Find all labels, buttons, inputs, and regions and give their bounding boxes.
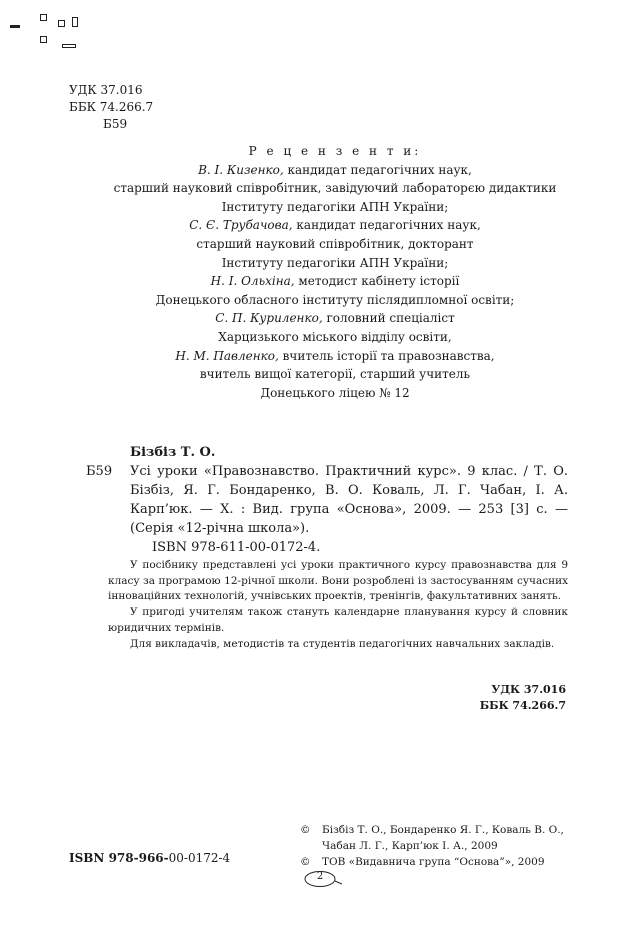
reviewer-name: Н. І. Ольхіна, bbox=[210, 274, 295, 289]
reviewer-line: старший науковий співробітник, докторант bbox=[196, 236, 474, 251]
catalog-description: Усі уроки «Правознавство. Практичний курс». 9 клас. / Т. О. Бізбіз, Я. Г. Бондаренко, В. О. Коваль, Л. Г. Чабан, І. А. Карп’юк. — Х. : Вид. група «Основа», 2009. — 253 [3] с. — (Серія «12-річна школа»). bbox=[130, 464, 568, 536]
reviewer-line: В. І. Кизенко, кандидат педагогічних наук, bbox=[198, 162, 472, 177]
copyright-line: © ТОВ «Видавнича група “Основа”», 2009 bbox=[300, 856, 545, 868]
bbk-code: ББК 74.266.7 bbox=[69, 100, 154, 114]
udk-code: УДК 37.016 bbox=[69, 83, 143, 97]
isbn-number: ISBN 978-966-00-0172-4 bbox=[69, 851, 231, 865]
annotation-paragraph: У пригоді учителям також стануть календарне планування курсу й словник юридичних термінів. bbox=[108, 606, 568, 634]
annotation bbox=[108, 558, 568, 652]
reviewer-line: Донецького обласного інституту післядипломної освіти; bbox=[155, 292, 515, 307]
print-mark-square bbox=[58, 20, 65, 27]
copyright-block bbox=[300, 822, 564, 870]
reviewer-line: Харцизького міського відділу освіти, bbox=[218, 329, 452, 344]
reviewer-line: Інституту педагогіки АПН України; bbox=[221, 255, 449, 270]
copyright-icon: © bbox=[300, 824, 311, 836]
catalog-code: Б59 bbox=[86, 464, 113, 479]
annotation-paragraph: У посібнику представлені усі уроки практичного курсу правознавства для 9 класу за програмою 12-річної школи. Вони розроблені із застосуванням сучасних інноваційних технологій, учнівських проектів, тренінгів, факультативних занять. bbox=[108, 559, 568, 603]
print-mark-bar bbox=[62, 44, 76, 48]
udk-code-bottom: УДК 37.016 bbox=[491, 683, 566, 696]
reviewer-line: Н. М. Павленко, вчитель історії та правознавства, bbox=[175, 348, 495, 363]
page-number: 2 bbox=[302, 870, 342, 888]
copyright-icon: © bbox=[300, 856, 311, 868]
classification-codes-bottom bbox=[480, 682, 566, 714]
reviewer-line: старший науковий співробітник, завідуючий лабораторєю дидактики bbox=[113, 181, 557, 196]
print-mark-rect bbox=[72, 17, 78, 27]
catalog-description-row bbox=[86, 462, 568, 538]
reviewer-line: С. П. Куриленко, головний спеціаліст bbox=[215, 311, 455, 326]
print-mark-square bbox=[40, 14, 47, 21]
reviewer-name: Н. М. Павленко, bbox=[175, 348, 279, 363]
reviewer-name: С. Є. Трубачова, bbox=[189, 218, 293, 233]
print-mark-square bbox=[40, 36, 47, 43]
copyright-line: © Бізбіз Т. О., Бондаренко Я. Г., Коваль В. О., bbox=[300, 824, 564, 836]
print-mark-dash bbox=[10, 25, 20, 28]
reviewers-block bbox=[60, 142, 610, 402]
reviewer-line: Інституту педагогіки АПН України; bbox=[221, 199, 449, 214]
bbk-code-bottom: ББК 74.266.7 bbox=[479, 699, 566, 712]
reviewer-line: вчитель вищої категорії, старший учитель bbox=[199, 367, 471, 382]
reviewer-line: С. Є. Трубачова, кандидат педагогічних наук, bbox=[189, 218, 481, 233]
copyright-line-continued: Чабан Л. Г., Карп’юк І. А., 2009 bbox=[322, 840, 498, 852]
reviewer-name: В. І. Кизенко, bbox=[198, 162, 284, 177]
author-sign-code: Б59 bbox=[103, 117, 128, 131]
catalog-author: Бізбіз Т. О. bbox=[130, 445, 216, 460]
reviewers-heading: Р е ц е н з е н т и: bbox=[248, 144, 422, 158]
reviewer-line: Н. І. Ольхіна, методист кабінету історії bbox=[210, 274, 460, 289]
reviewer-line: Донецького ліцею № 12 bbox=[260, 385, 410, 400]
annotation-paragraph: Для викладачів, методистів та студентів педагогічних навчальних закладів. bbox=[130, 637, 555, 650]
catalog-isbn: ISBN 978-611-00-0172-4. bbox=[152, 540, 321, 555]
classification-codes bbox=[69, 82, 153, 133]
reviewer-name: С. П. Куриленко, bbox=[215, 311, 323, 326]
catalog-entry bbox=[86, 443, 568, 557]
